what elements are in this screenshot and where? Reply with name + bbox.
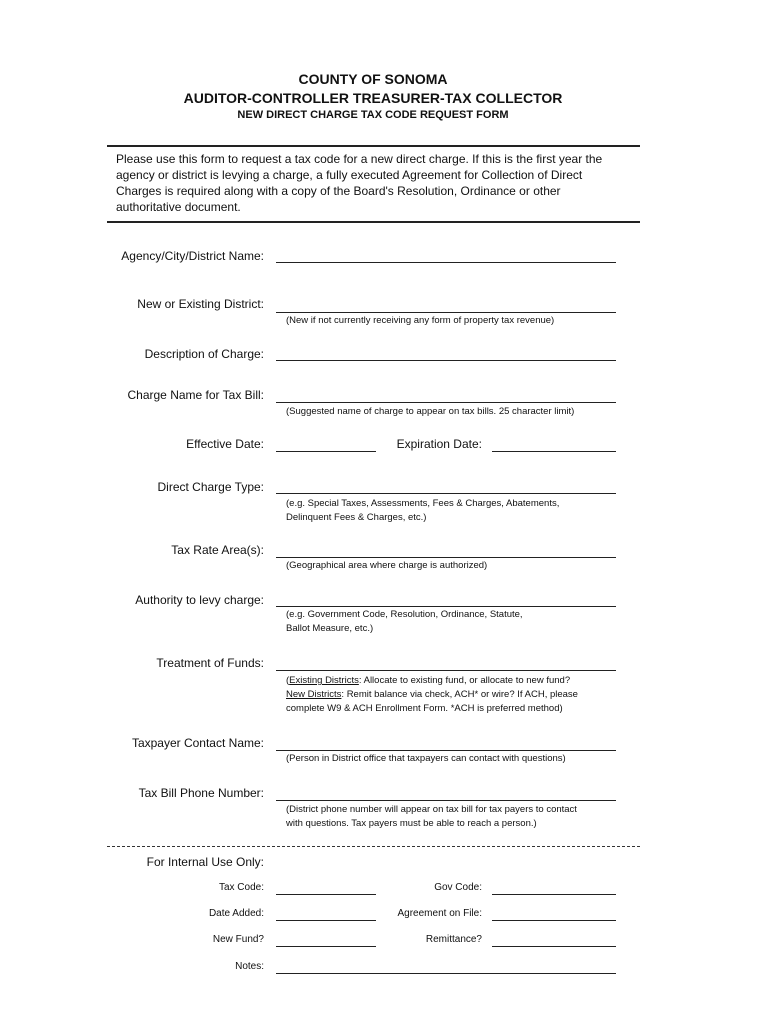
tax-rate-areas-field[interactable] bbox=[276, 557, 616, 558]
description-field[interactable] bbox=[276, 360, 616, 361]
new-fund-label: New Fund? bbox=[212, 934, 264, 945]
district-field[interactable] bbox=[276, 312, 616, 313]
date-added-field[interactable] bbox=[276, 920, 376, 921]
existing-districts-heading: Existing Districts bbox=[289, 675, 359, 686]
effective-date-field[interactable] bbox=[276, 451, 376, 452]
treatment-note-line3: complete W9 & ACH Enrollment Form. *ACH is preferred method) bbox=[286, 703, 563, 714]
gov-code-label: Gov Code: bbox=[434, 882, 482, 893]
treatment-note-line2 bbox=[286, 688, 578, 702]
treatment-label: Treatment of Funds: bbox=[156, 656, 264, 670]
open-paren: ( bbox=[286, 675, 290, 686]
tax-code-label: Tax Code: bbox=[218, 882, 264, 893]
agreement-field[interactable] bbox=[492, 920, 616, 921]
tax-rate-areas-label: Tax Rate Area(s): bbox=[171, 543, 264, 557]
existing-districts-text: : Allocate to existing fund, or allocate to new fund? bbox=[358, 675, 571, 686]
phone-note-line2: with questions. Tax payers must be able to reach a person.) bbox=[286, 818, 537, 829]
description-label: Description of Charge: bbox=[144, 347, 264, 361]
treatment-note-line1 bbox=[286, 674, 570, 688]
gov-code-field[interactable] bbox=[492, 894, 616, 895]
phone-field[interactable] bbox=[276, 800, 616, 801]
charge-name-note: (Suggested name of charge to appear on tax bills. 25 character limit) bbox=[286, 406, 575, 417]
notes-field[interactable] bbox=[276, 973, 616, 974]
county-title: COUNTY OF SONOMA bbox=[298, 71, 448, 87]
effective-date-label: Effective Date: bbox=[186, 437, 264, 451]
charge-name-field[interactable] bbox=[276, 402, 616, 403]
contact-label: Taxpayer Contact Name: bbox=[131, 736, 264, 750]
new-fund-field[interactable] bbox=[276, 946, 376, 947]
district-note: (New if not currently receiving any form of property tax revenue) bbox=[286, 315, 555, 326]
remittance-label: Remittance? bbox=[425, 934, 482, 945]
top-rule bbox=[107, 145, 640, 147]
date-added-label: Date Added: bbox=[208, 908, 264, 919]
treatment-field[interactable] bbox=[276, 670, 616, 671]
remittance-field[interactable] bbox=[492, 946, 616, 947]
expiration-date-field[interactable] bbox=[492, 451, 616, 452]
charge-type-label: Direct Charge Type: bbox=[157, 480, 264, 494]
new-districts-heading: New Districts bbox=[286, 689, 342, 700]
intro-bottom-rule bbox=[107, 221, 640, 223]
tax-rate-areas-note: (Geographical area where charge is authorized) bbox=[286, 560, 488, 571]
new-districts-text: : Remit balance via check, ACH* or wire? If ACH, please bbox=[341, 689, 578, 700]
authority-label: Authority to levy charge: bbox=[135, 593, 264, 607]
notes-label: Notes: bbox=[235, 961, 264, 972]
authority-note-line1: (e.g. Government Code, Resolution, Ordinance, Statute, bbox=[286, 609, 523, 620]
charge-type-note-line1: (e.g. Special Taxes, Assessments, Fees & Charges, Abatements, bbox=[286, 498, 560, 509]
agency-field[interactable] bbox=[276, 262, 616, 263]
internal-divider bbox=[107, 846, 640, 847]
district-label: New or Existing District: bbox=[137, 297, 264, 311]
internal-heading: For Internal Use Only: bbox=[146, 855, 264, 869]
form-title: NEW DIRECT CHARGE TAX CODE REQUEST FORM bbox=[237, 109, 509, 121]
agreement-label: Agreement on File: bbox=[397, 908, 482, 919]
contact-note: (Person in District office that taxpayers can contact with questions) bbox=[286, 753, 566, 764]
office-title: AUDITOR-CONTROLLER TREASURER-TAX COLLECTOR bbox=[183, 90, 563, 106]
charge-type-field[interactable] bbox=[276, 493, 616, 494]
agency-label: Agency/City/District Name: bbox=[121, 249, 264, 263]
phone-label: Tax Bill Phone Number: bbox=[138, 786, 264, 800]
phone-note-line1: (District phone number will appear on tax bill for tax payers to contact bbox=[286, 804, 577, 815]
intro-paragraph: Please use this form to request a tax code for a new direct charge. If this is the first year the agency or district is levying a charge, a fully executed Agreement for Collection of Direct Charges is required along with a copy of the Board's Resolution, Ordinance or other authoritative document. bbox=[116, 152, 603, 214]
tax-code-field[interactable] bbox=[276, 894, 376, 895]
contact-field[interactable] bbox=[276, 750, 616, 751]
charge-name-label: Charge Name for Tax Bill: bbox=[127, 388, 264, 402]
authority-field[interactable] bbox=[276, 606, 616, 607]
expiration-date-label: Expiration Date: bbox=[396, 437, 482, 451]
authority-note-line2: Ballot Measure, etc.) bbox=[286, 623, 374, 634]
charge-type-note-line2: Delinquent Fees & Charges, etc.) bbox=[286, 512, 427, 523]
